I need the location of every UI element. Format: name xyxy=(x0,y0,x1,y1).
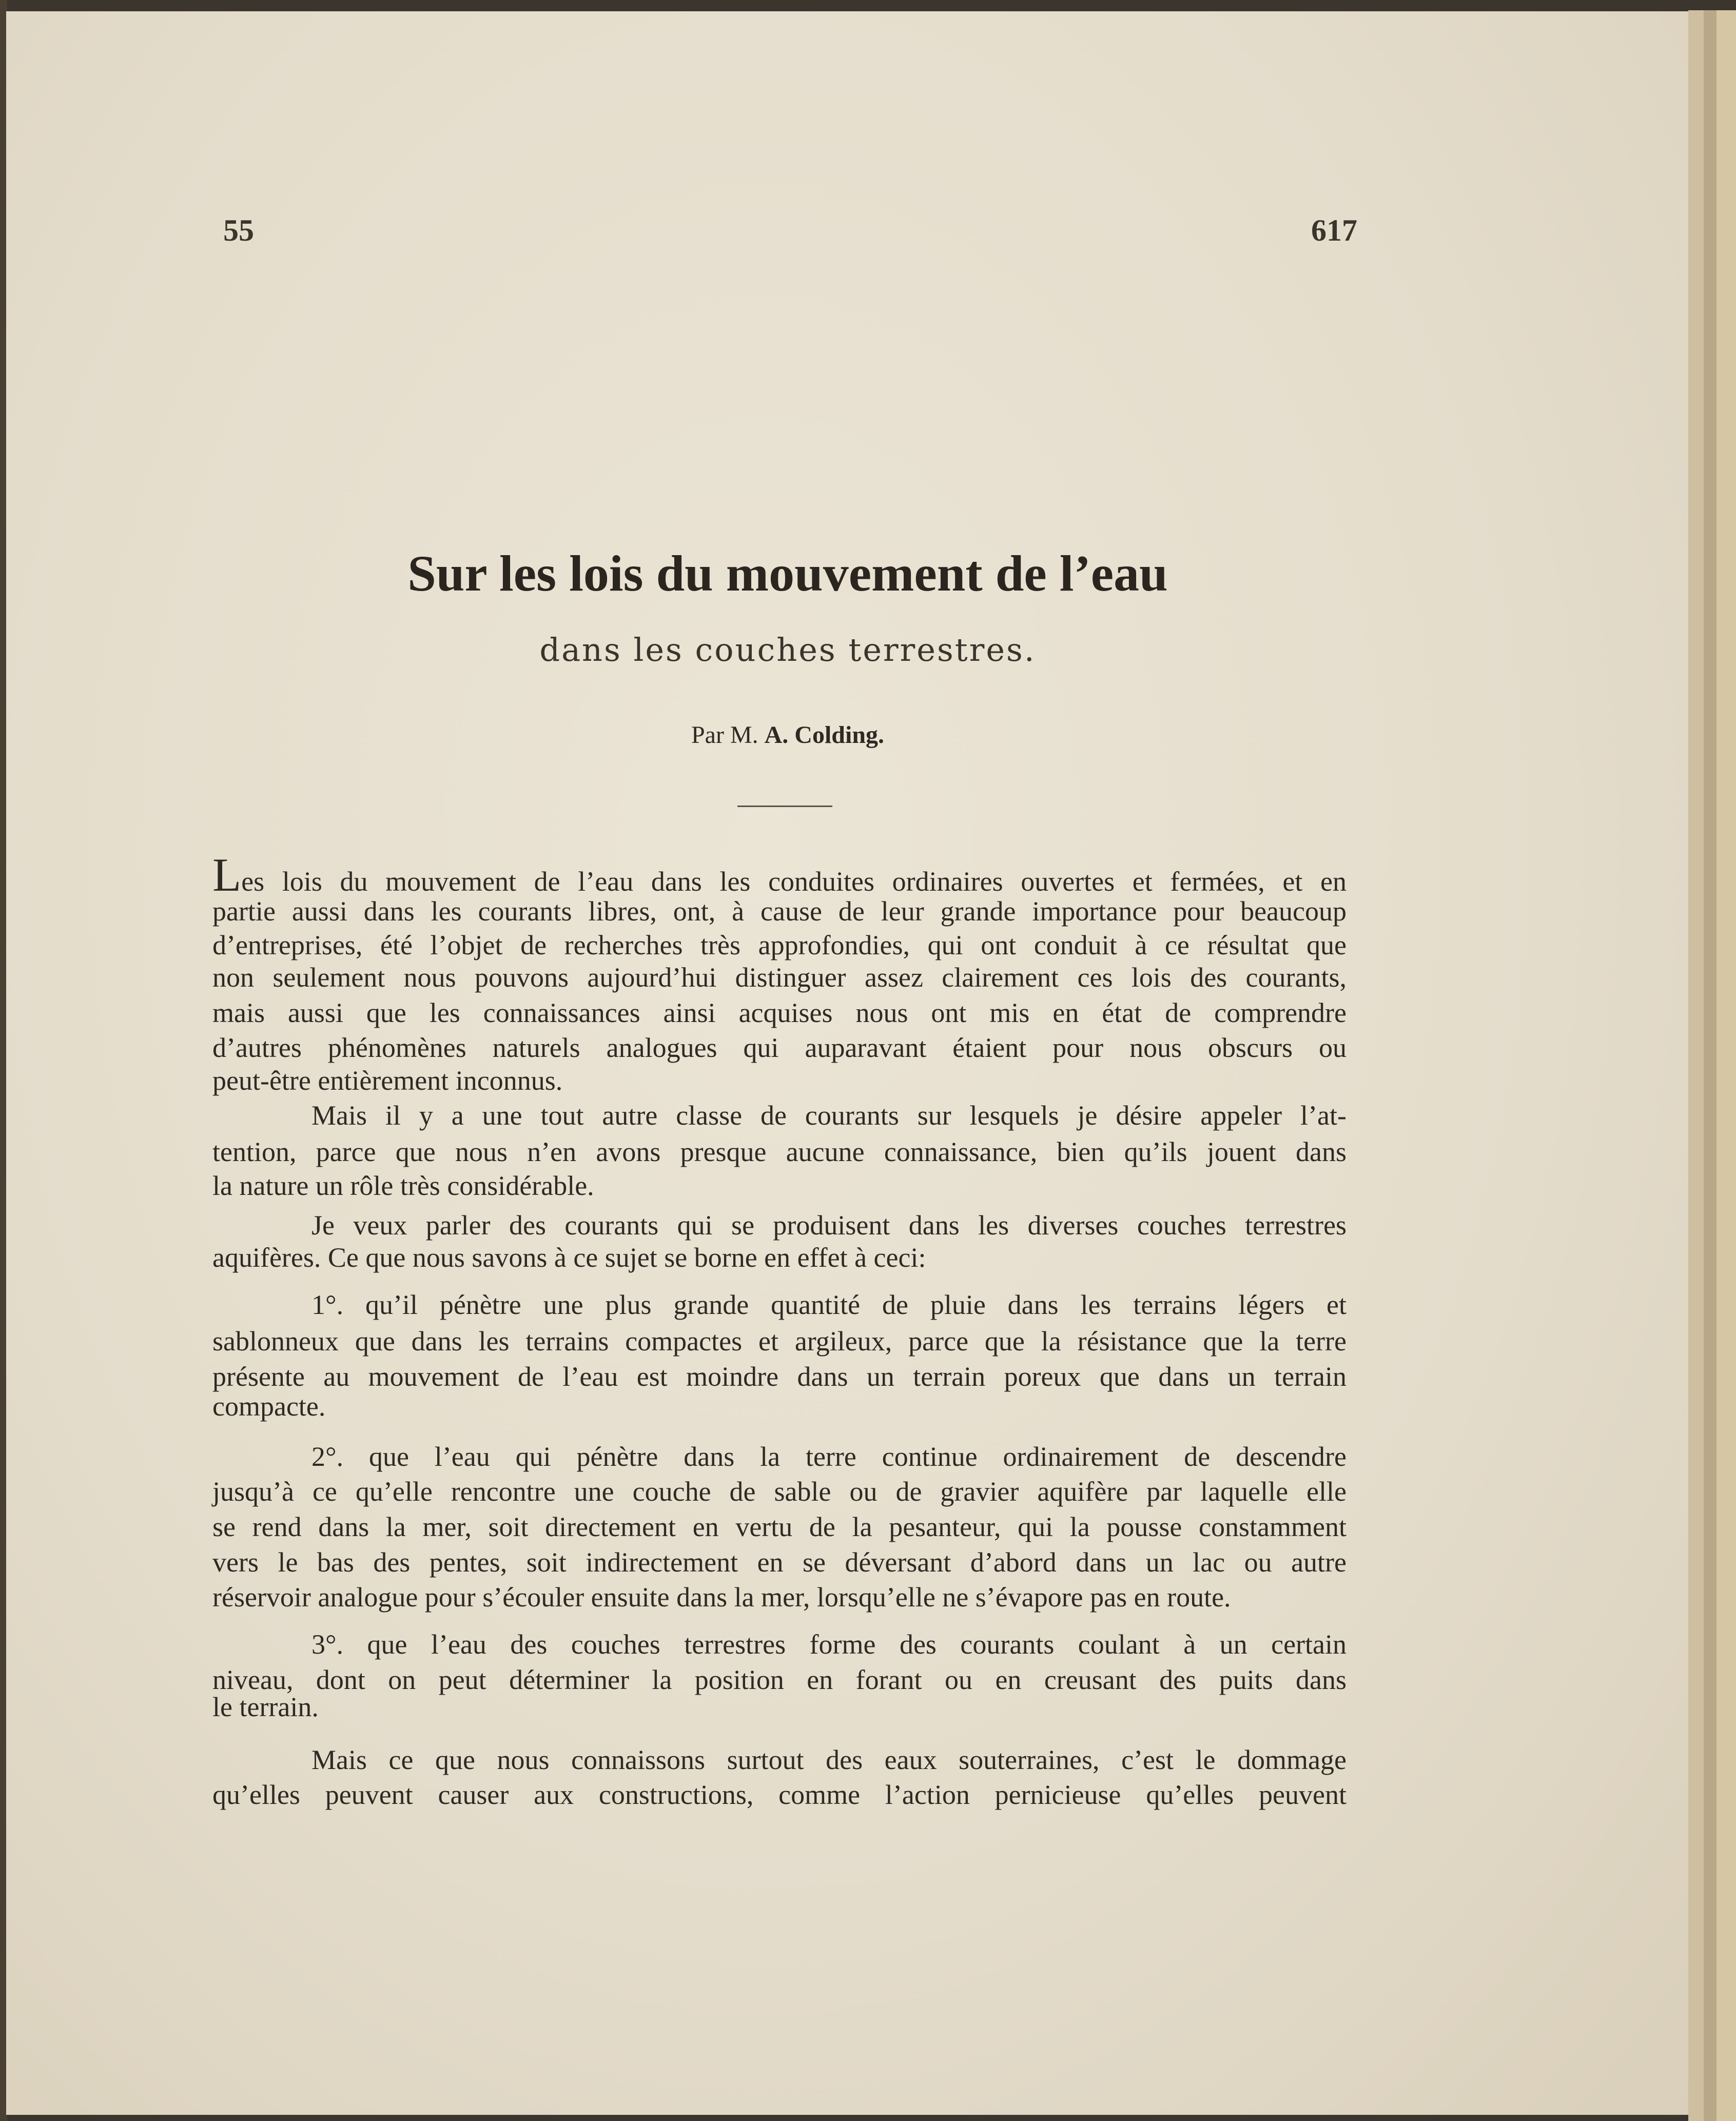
line-text: d’autres phénomènes naturels analogues qui auparavant étaient pour nous obscurs ou xyxy=(212,1032,1347,1063)
text-line xyxy=(311,1209,1347,1242)
line-text: Mais il y a une tout autre classe de courants sur lesquels je désire appeler l’at- xyxy=(311,1100,1347,1131)
text-line xyxy=(212,1475,1347,1508)
text-line xyxy=(212,1390,1347,1423)
text-line xyxy=(212,1778,1347,1811)
text-line xyxy=(212,895,1347,928)
line-text: aquifères. Ce que nous savons à ce sujet se borne en effet à ceci: xyxy=(212,1242,926,1273)
drop-cap: L xyxy=(212,849,242,901)
text-line xyxy=(212,849,1347,901)
page-number-left: 55 xyxy=(223,213,254,247)
text-line xyxy=(212,996,1347,1029)
line-text: niveau, dont on peut déterminer la position en forant ou en creusant des puits dans xyxy=(212,1664,1347,1695)
line-text: non seulement nous pouvons aujourd’hui distinguer assez clairement ces lois des courants, xyxy=(212,962,1347,993)
text-line xyxy=(311,1099,1347,1132)
line-text: la nature un rôle très considérable. xyxy=(212,1170,594,1201)
text-line xyxy=(212,1031,1347,1064)
text-line xyxy=(311,1628,1347,1661)
text-line xyxy=(311,1288,1347,1321)
book-page-edge xyxy=(1717,10,1736,2121)
text-line xyxy=(212,1581,1347,1614)
page-number-right: 617 xyxy=(1311,213,1357,247)
line-text: peut-être entièrement inconnus. xyxy=(212,1065,563,1096)
article-title: Sur les lois du mouvement de l’eau xyxy=(407,545,1168,602)
byline-prefix: Par M. xyxy=(691,721,758,749)
line-text: mais aussi que les connaissances ainsi acquises nous ont mis en état de comprendre xyxy=(212,997,1347,1028)
line-text: 1°. qu’il pénètre une plus grande quantité de pluie dans les terrains légers et xyxy=(311,1289,1347,1320)
line-text: jusqu’à ce qu’elle rencontre une couche de sable ou de gravier aquifère par laquelle elle xyxy=(212,1476,1347,1507)
book-page-edge xyxy=(1704,10,1717,2121)
text-line xyxy=(212,1691,1347,1723)
text-line xyxy=(212,1169,1347,1202)
text-line xyxy=(212,1360,1347,1393)
line-text: qu’elles peuvent causer aux constructions, comme l’action pernicieuse qu’elles peuvent xyxy=(212,1779,1347,1810)
text-line xyxy=(212,1241,1347,1274)
text-line xyxy=(212,1064,1347,1097)
book-page-edge xyxy=(1688,10,1704,2121)
line-text: compacte. xyxy=(212,1391,326,1422)
line-text: vers le bas des pentes, soit indirectement en se déversant d’abord dans un lac ou autre xyxy=(212,1547,1347,1578)
line-text: Mais ce que nous connaissons surtout des eaux souterraines, c’est le dommage xyxy=(311,1744,1347,1775)
line-text: Je veux parler des courants qui se produisent dans les diverses couches terrestres xyxy=(311,1210,1347,1241)
text-line xyxy=(212,929,1347,961)
byline xyxy=(0,721,1575,749)
line-text: tention, parce que nous n’en avons presque aucune connaissance, bien qu’ils jouent dans xyxy=(212,1136,1347,1167)
line-text: se rend dans la mer, soit directement en vertu de la pesanteur, qui la pousse constamment xyxy=(212,1511,1347,1542)
text-line xyxy=(212,1135,1347,1168)
text-line xyxy=(311,1743,1347,1776)
line-text: le terrain. xyxy=(212,1692,319,1722)
line-text: partie aussi dans les courants libres, ont, à cause de leur grande importance pour beaucoup xyxy=(212,896,1347,927)
line-text: réservoir analogue pour s’écouler ensuite dans la mer, lorsqu’elle ne s’évapore pas en route. xyxy=(212,1582,1231,1613)
author-name: A. Colding. xyxy=(764,721,885,749)
text-line xyxy=(212,1325,1347,1358)
line-text: d’entreprises, été l’objet de recherches très approfondies, qui ont conduit à ce résultat que xyxy=(212,930,1347,960)
text-line xyxy=(212,1546,1347,1579)
line-text: 3°. que l’eau des couches terrestres forme des courants coulant à un certain xyxy=(311,1629,1347,1660)
article-subtitle: dans les couches terrestres. xyxy=(539,631,1036,669)
line-text: présente au mouvement de l’eau est moindre dans un terrain poreux que dans un terrain xyxy=(212,1361,1347,1392)
text-line xyxy=(311,1440,1347,1473)
text-line xyxy=(212,1510,1347,1543)
text-line xyxy=(212,961,1347,994)
title-divider xyxy=(737,806,832,807)
line-text: 2°. que l’eau qui pénètre dans la terre continue ordinairement de descendre xyxy=(311,1441,1347,1472)
line-text: es lois du mouvement de l’eau dans les conduites ordinaires ouvertes et fermées, et en xyxy=(241,866,1347,897)
line-text: sablonneux que dans les terrains compactes et argileux, parce que la résistance que la terre xyxy=(212,1326,1347,1357)
